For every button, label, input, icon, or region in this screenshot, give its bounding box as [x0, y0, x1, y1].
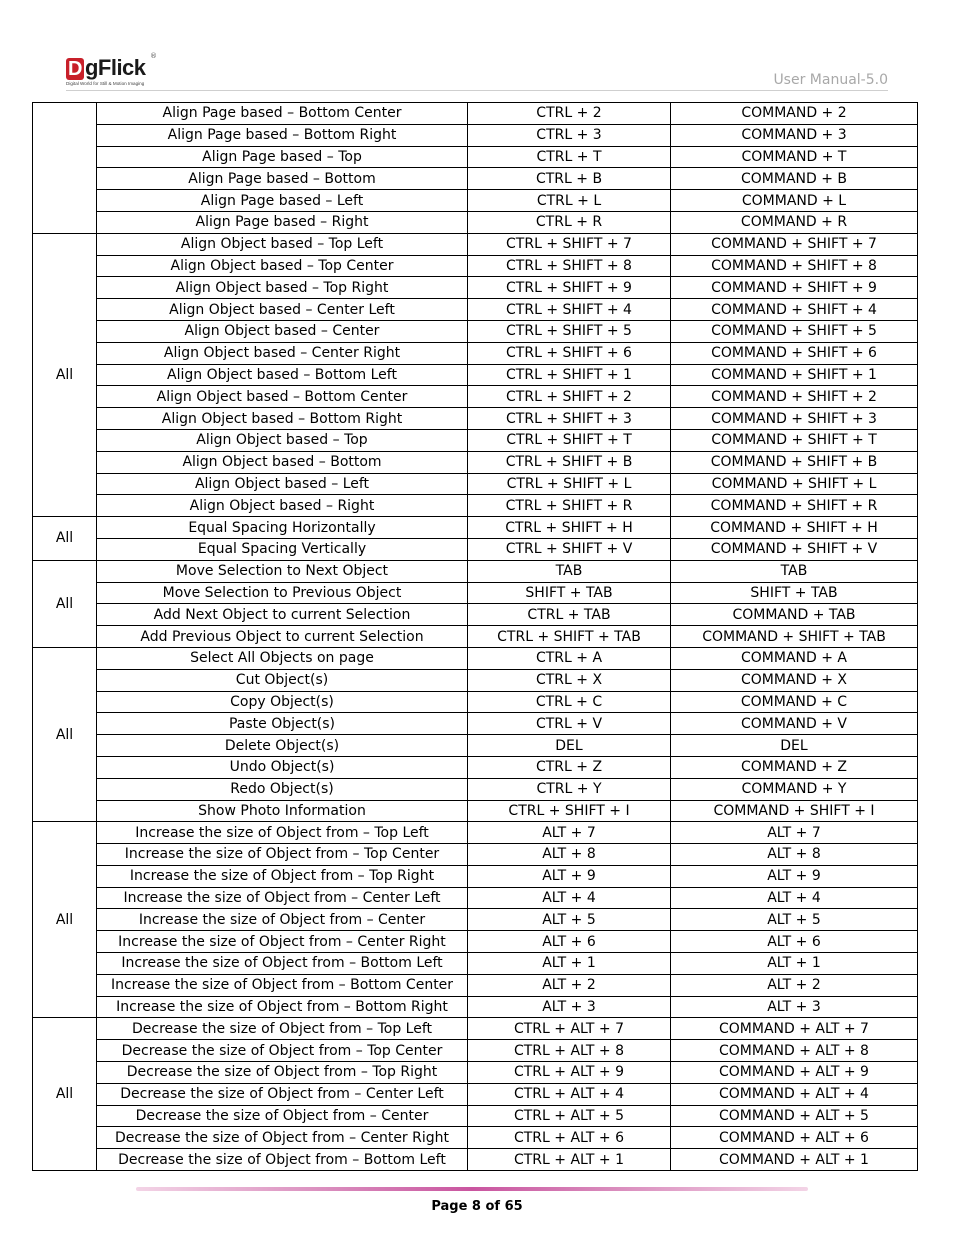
table-row [33, 538, 918, 560]
windows-shortcut-cell: CTRL + ALT + 8 [468, 1040, 671, 1062]
table-row [33, 844, 918, 866]
mac-shortcut-cell: COMMAND + TAB [671, 604, 918, 626]
mac-shortcut-cell: COMMAND + SHIFT + R [671, 495, 918, 517]
function-cell: Delete Object(s) [97, 735, 468, 757]
mac-shortcut-cell: COMMAND + ALT + 8 [671, 1040, 918, 1062]
function-cell: Equal Spacing Vertically [97, 538, 468, 560]
function-cell: Decrease the size of Object from – Top Center [97, 1040, 468, 1062]
table-row [33, 320, 918, 342]
table-row [33, 1127, 918, 1149]
windows-shortcut-cell: CTRL + SHIFT + 2 [468, 386, 671, 408]
mac-shortcut-cell: COMMAND + ALT + 4 [671, 1083, 918, 1105]
mac-shortcut-cell: COMMAND + SHIFT + V [671, 538, 918, 560]
windows-shortcut-cell: CTRL + Y [468, 778, 671, 800]
mac-shortcut-cell: COMMAND + SHIFT + 2 [671, 386, 918, 408]
windows-shortcut-cell: CTRL + 3 [468, 124, 671, 146]
table-row [33, 408, 918, 430]
function-cell: Align Object based – Bottom Right [97, 408, 468, 430]
table-row [33, 1062, 918, 1084]
windows-shortcut-cell: CTRL + X [468, 669, 671, 691]
function-cell: Align Object based – Center Left [97, 299, 468, 321]
function-cell: Decrease the size of Object from – Top Right [97, 1062, 468, 1084]
table-row [33, 299, 918, 321]
mac-shortcut-cell: COMMAND + SHIFT + 1 [671, 364, 918, 386]
group-scope-cell: All [33, 233, 97, 516]
group-scope-cell [33, 103, 97, 234]
mac-shortcut-cell: ALT + 5 [671, 909, 918, 931]
shortcut-table-body [33, 103, 918, 1171]
group-scope-cell: All [33, 647, 97, 821]
mac-shortcut-cell: COMMAND + A [671, 647, 918, 669]
table-row [33, 473, 918, 495]
logo-text: gFlick [84, 55, 146, 80]
mac-shortcut-cell: ALT + 9 [671, 865, 918, 887]
windows-shortcut-cell: CTRL + SHIFT + 1 [468, 364, 671, 386]
mac-shortcut-cell: COMMAND + SHIFT + 6 [671, 342, 918, 364]
windows-shortcut-cell: CTRL + ALT + 5 [468, 1105, 671, 1127]
table-row [33, 429, 918, 451]
table-row [33, 1083, 918, 1105]
table-row [33, 691, 918, 713]
mac-shortcut-cell: COMMAND + SHIFT + 7 [671, 233, 918, 255]
function-cell: Align Page based – Bottom Center [97, 103, 468, 125]
table-row [33, 974, 918, 996]
page-number: Page 8 of 65 [431, 1199, 523, 1214]
function-cell: Redo Object(s) [97, 778, 468, 800]
table-row [33, 647, 918, 669]
table-row [33, 233, 918, 255]
windows-shortcut-cell: ALT + 3 [468, 996, 671, 1018]
table-row [33, 756, 918, 778]
group-scope-cell: All [33, 1018, 97, 1171]
function-cell: Decrease the size of Object from – Center Left [97, 1083, 468, 1105]
windows-shortcut-cell: CTRL + V [468, 713, 671, 735]
table-row [33, 931, 918, 953]
windows-shortcut-cell: CTRL + SHIFT + B [468, 451, 671, 473]
function-cell: Decrease the size of Object from – Top Left [97, 1018, 468, 1040]
windows-shortcut-cell: CTRL + C [468, 691, 671, 713]
function-cell: Add Next Object to current Selection [97, 604, 468, 626]
windows-shortcut-cell: CTRL + ALT + 6 [468, 1127, 671, 1149]
windows-shortcut-cell: CTRL + SHIFT + 7 [468, 233, 671, 255]
function-cell: Align Object based – Center Right [97, 342, 468, 364]
table-row [33, 277, 918, 299]
function-cell: Increase the size of Object from – Bottom Center [97, 974, 468, 996]
function-cell: Move Selection to Previous Object [97, 582, 468, 604]
mac-shortcut-cell: SHIFT + TAB [671, 582, 918, 604]
mac-shortcut-cell: COMMAND + ALT + 9 [671, 1062, 918, 1084]
mac-shortcut-cell: COMMAND + SHIFT + 5 [671, 320, 918, 342]
table-row [33, 451, 918, 473]
table-row [33, 604, 918, 626]
table-row [33, 124, 918, 146]
table-row [33, 211, 918, 233]
windows-shortcut-cell: TAB [468, 560, 671, 582]
dgflick-logo [66, 52, 166, 91]
windows-shortcut-cell: CTRL + L [468, 190, 671, 212]
function-cell: Decrease the size of Object from – Bottom Left [97, 1149, 468, 1171]
mac-shortcut-cell: COMMAND + Z [671, 756, 918, 778]
function-cell: Increase the size of Object from – Bottom Left [97, 953, 468, 975]
table-row [33, 168, 918, 190]
registered-mark: ® [150, 52, 157, 60]
mac-shortcut-cell: COMMAND + X [671, 669, 918, 691]
windows-shortcut-cell: CTRL + SHIFT + TAB [468, 626, 671, 648]
windows-shortcut-cell: CTRL + TAB [468, 604, 671, 626]
mac-shortcut-cell: ALT + 2 [671, 974, 918, 996]
table-row [33, 778, 918, 800]
windows-shortcut-cell: ALT + 4 [468, 887, 671, 909]
windows-shortcut-cell: ALT + 6 [468, 931, 671, 953]
mac-shortcut-cell: ALT + 6 [671, 931, 918, 953]
function-cell: Select All Objects on page [97, 647, 468, 669]
table-row [33, 800, 918, 822]
windows-shortcut-cell: CTRL + R [468, 211, 671, 233]
mac-shortcut-cell: COMMAND + T [671, 146, 918, 168]
shortcut-table [32, 102, 918, 1171]
mac-shortcut-cell: COMMAND + SHIFT + B [671, 451, 918, 473]
function-cell: Align Page based – Top [97, 146, 468, 168]
mac-shortcut-cell: COMMAND + ALT + 5 [671, 1105, 918, 1127]
table-row [33, 735, 918, 757]
manual-version-label: User Manual-5.0 [773, 72, 888, 88]
table-row [33, 582, 918, 604]
table-row [33, 364, 918, 386]
windows-shortcut-cell: CTRL + SHIFT + 3 [468, 408, 671, 430]
function-cell: Increase the size of Object from – Center Left [97, 887, 468, 909]
windows-shortcut-cell: CTRL + ALT + 9 [468, 1062, 671, 1084]
windows-shortcut-cell: ALT + 7 [468, 822, 671, 844]
table-row [33, 1040, 918, 1062]
function-cell: Align Page based – Left [97, 190, 468, 212]
logo-d-mark: D [68, 58, 82, 80]
windows-shortcut-cell: ALT + 9 [468, 865, 671, 887]
windows-shortcut-cell: CTRL + SHIFT + V [468, 538, 671, 560]
windows-shortcut-cell: CTRL + SHIFT + R [468, 495, 671, 517]
table-row [33, 190, 918, 212]
table-row [33, 342, 918, 364]
table-row [33, 255, 918, 277]
windows-shortcut-cell: CTRL + SHIFT + L [468, 473, 671, 495]
group-scope-cell: All [33, 822, 97, 1018]
function-cell: Align Object based – Top [97, 429, 468, 451]
function-cell: Increase the size of Object from – Top Left [97, 822, 468, 844]
table-row [33, 1018, 918, 1040]
table-row [33, 887, 918, 909]
windows-shortcut-cell: CTRL + SHIFT + 8 [468, 255, 671, 277]
windows-shortcut-cell: ALT + 8 [468, 844, 671, 866]
windows-shortcut-cell: SHIFT + TAB [468, 582, 671, 604]
function-cell: Align Page based – Right [97, 211, 468, 233]
mac-shortcut-cell: TAB [671, 560, 918, 582]
function-cell: Copy Object(s) [97, 691, 468, 713]
table-row [33, 909, 918, 931]
windows-shortcut-cell: CTRL + 2 [468, 103, 671, 125]
group-scope-cell: All [33, 517, 97, 561]
function-cell: Align Object based – Center [97, 320, 468, 342]
table-row [33, 669, 918, 691]
function-cell: Align Object based – Top Left [97, 233, 468, 255]
function-cell: Cut Object(s) [97, 669, 468, 691]
mac-shortcut-cell: COMMAND + SHIFT + 4 [671, 299, 918, 321]
group-scope-cell: All [33, 560, 97, 647]
mac-shortcut-cell: COMMAND + ALT + 1 [671, 1149, 918, 1171]
table-row [33, 626, 918, 648]
mac-shortcut-cell: COMMAND + Y [671, 778, 918, 800]
table-row [33, 1105, 918, 1127]
windows-shortcut-cell: ALT + 1 [468, 953, 671, 975]
windows-shortcut-cell: CTRL + SHIFT + 6 [468, 342, 671, 364]
mac-shortcut-cell: COMMAND + SHIFT + 9 [671, 277, 918, 299]
function-cell: Align Object based – Bottom Center [97, 386, 468, 408]
mac-shortcut-cell: COMMAND + SHIFT + L [671, 473, 918, 495]
windows-shortcut-cell: CTRL + SHIFT + 5 [468, 320, 671, 342]
header-divider [66, 90, 888, 91]
mac-shortcut-cell: ALT + 1 [671, 953, 918, 975]
mac-shortcut-cell: COMMAND + 3 [671, 124, 918, 146]
table-row [33, 865, 918, 887]
windows-shortcut-cell: CTRL + SHIFT + T [468, 429, 671, 451]
windows-shortcut-cell: CTRL + ALT + 4 [468, 1083, 671, 1105]
function-cell: Decrease the size of Object from – Center Right [97, 1127, 468, 1149]
table-row [33, 953, 918, 975]
mac-shortcut-cell: ALT + 7 [671, 822, 918, 844]
table-row [33, 1149, 918, 1171]
function-cell: Increase the size of Object from – Center Right [97, 931, 468, 953]
function-cell: Increase the size of Object from – Bottom Right [97, 996, 468, 1018]
function-cell: Increase the size of Object from – Center [97, 909, 468, 931]
mac-shortcut-cell: ALT + 3 [671, 996, 918, 1018]
mac-shortcut-cell: COMMAND + SHIFT + T [671, 429, 918, 451]
table-row [33, 713, 918, 735]
mac-shortcut-cell: COMMAND + SHIFT + TAB [671, 626, 918, 648]
windows-shortcut-cell: CTRL + SHIFT + I [468, 800, 671, 822]
mac-shortcut-cell: COMMAND + 2 [671, 103, 918, 125]
function-cell: Align Object based – Right [97, 495, 468, 517]
windows-shortcut-cell: CTRL + SHIFT + H [468, 517, 671, 539]
table-row [33, 495, 918, 517]
table-row [33, 822, 918, 844]
function-cell: Align Object based – Bottom [97, 451, 468, 473]
mac-shortcut-cell: COMMAND + B [671, 168, 918, 190]
windows-shortcut-cell: CTRL + B [468, 168, 671, 190]
mac-shortcut-cell: COMMAND + SHIFT + H [671, 517, 918, 539]
mac-shortcut-cell: COMMAND + R [671, 211, 918, 233]
mac-shortcut-cell: COMMAND + C [671, 691, 918, 713]
windows-shortcut-cell: CTRL + Z [468, 756, 671, 778]
table-row [33, 517, 918, 539]
function-cell: Add Previous Object to current Selection [97, 626, 468, 648]
windows-shortcut-cell: CTRL + A [468, 647, 671, 669]
function-cell: Decrease the size of Object from – Center [97, 1105, 468, 1127]
mac-shortcut-cell: COMMAND + ALT + 6 [671, 1127, 918, 1149]
windows-shortcut-cell: CTRL + T [468, 146, 671, 168]
function-cell: Align Object based – Left [97, 473, 468, 495]
footer-decorative-line [136, 1187, 808, 1191]
mac-shortcut-cell: COMMAND + SHIFT + I [671, 800, 918, 822]
windows-shortcut-cell: CTRL + SHIFT + 9 [468, 277, 671, 299]
function-cell: Align Object based – Bottom Left [97, 364, 468, 386]
mac-shortcut-cell: COMMAND + SHIFT + 8 [671, 255, 918, 277]
windows-shortcut-cell: CTRL + ALT + 1 [468, 1149, 671, 1171]
mac-shortcut-cell: ALT + 4 [671, 887, 918, 909]
windows-shortcut-cell: CTRL + SHIFT + 4 [468, 299, 671, 321]
windows-shortcut-cell: ALT + 2 [468, 974, 671, 996]
function-cell: Align Page based – Bottom Right [97, 124, 468, 146]
function-cell: Increase the size of Object from – Top Right [97, 865, 468, 887]
mac-shortcut-cell: COMMAND + L [671, 190, 918, 212]
function-cell: Align Object based – Top Right [97, 277, 468, 299]
table-row [33, 560, 918, 582]
function-cell: Increase the size of Object from – Top Center [97, 844, 468, 866]
windows-shortcut-cell: ALT + 5 [468, 909, 671, 931]
windows-shortcut-cell: DEL [468, 735, 671, 757]
function-cell: Paste Object(s) [97, 713, 468, 735]
function-cell: Move Selection to Next Object [97, 560, 468, 582]
mac-shortcut-cell: ALT + 8 [671, 844, 918, 866]
function-cell: Undo Object(s) [97, 756, 468, 778]
function-cell: Align Object based – Top Center [97, 255, 468, 277]
mac-shortcut-cell: COMMAND + SHIFT + 3 [671, 408, 918, 430]
table-row [33, 103, 918, 125]
mac-shortcut-cell: COMMAND + ALT + 7 [671, 1018, 918, 1040]
table-row [33, 146, 918, 168]
function-cell: Align Page based – Bottom [97, 168, 468, 190]
windows-shortcut-cell: CTRL + ALT + 7 [468, 1018, 671, 1040]
function-cell: Show Photo Information [97, 800, 468, 822]
logo-tagline: Digital World for Still & Motion Imaging [66, 81, 145, 86]
function-cell: Equal Spacing Horizontally [97, 517, 468, 539]
mac-shortcut-cell: COMMAND + V [671, 713, 918, 735]
mac-shortcut-cell: DEL [671, 735, 918, 757]
logo-wordmark [66, 55, 146, 81]
table-row [33, 386, 918, 408]
table-row [33, 996, 918, 1018]
